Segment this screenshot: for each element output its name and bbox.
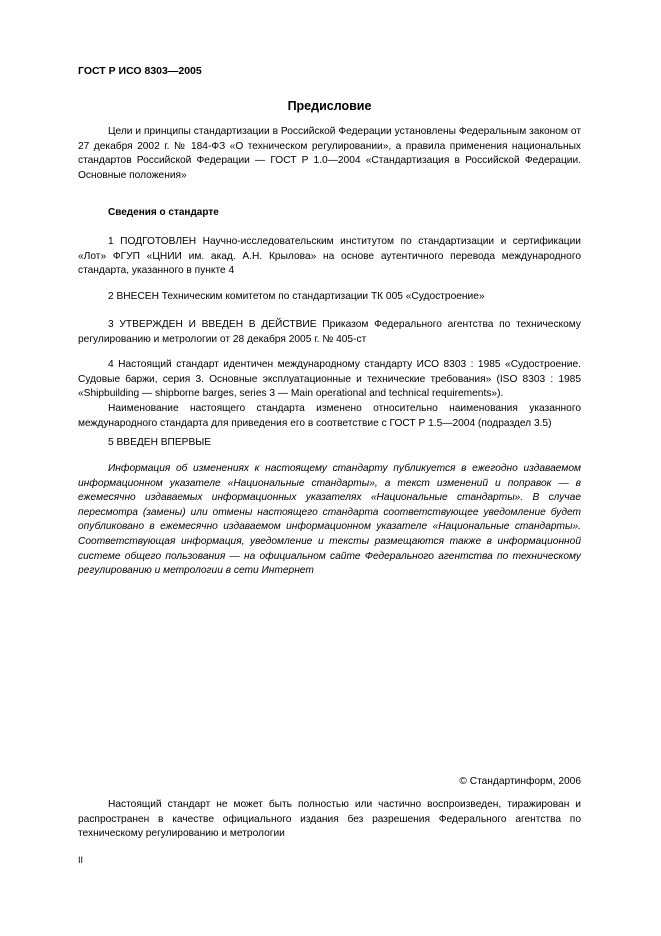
item-5: 5 ВВЕДЕН ВПЕРВЫЕ [108, 437, 212, 448]
page-title: Предисловие [287, 99, 372, 113]
copyright: © Стандартинформ, 2006 [459, 776, 581, 787]
info-heading: Сведения о стандарте [108, 207, 219, 218]
document-header: ГОСТ Р ИСО 8303—2005 [78, 65, 202, 77]
item-4: 4 Настоящий стандарт идентичен международному стандарту ИСО 8303 : 1985 «Судостроение. Судовые баржи, серия 3. Основные эксплуатационные и технические требования» (ISO 8303 : 1985 «Shipbuilding — shipborne barges, series 3 — Main operational and technical requirements»). [78, 359, 581, 400]
item-4-note: Наименование настоящего стандарта изменено относительно наименования указанного международного стандарта для приведения его в соответствие с ГОСТ Р 1.5—2004 (подраздел 3.5) [78, 403, 581, 429]
reproduction-notice: Настоящий стандарт не может быть полностью или частично воспроизведен, тиражирован и распространен в качестве официального издания без разрешения Федерального агентства по техническому регулированию и метрологии [78, 799, 581, 840]
item-1: 1 ПОДГОТОВЛЕН Научно-исследовательским институтом по стандартизации и сертификации «Лот» ФГУП «ЦНИИ им. акад. А.Н. Крылова» на основе аутентичного перевода международного стандарта, указанного в пункте 4 [78, 236, 581, 277]
item-3: 3 УТВЕРЖДЕН И ВВЕДЕН В ДЕЙСТВИЕ Приказом Федерального агентства по техническому регулированию и метрологии от 28 декабря 2005 г. № 405-ст [78, 319, 581, 345]
page-number: II [78, 855, 84, 865]
amendments-notice: Информация об изменениях к настоящему стандарту публикуется в ежегодно издаваемом информационном указателе «Национальные стандарты», а текст изменений и поправок — в ежемесячно издаваемых информационных указателях «Национальные стандарты». В случае пересмотра (замены) или отмены настоящего стандарта соответствующее уведомление будет опубликовано в ежемесячно издаваемом информационном указателе «Национальные стандарты». Соответствующая информация, уведомление и тексты размещаются также в информационной системе общего пользования — на официальном сайте Федерального агентства по техническому регулированию и метрологии в сети Интернет [78, 463, 581, 577]
item-2: 2 ВНЕСЕН Техническим комитетом по стандартизации ТК 005 «Судостроение» [108, 291, 485, 302]
intro-paragraph: Цели и принципы стандартизации в Российской Федерации установлены Федеральным законом от 27 декабря 2002 г. № 184-ФЗ «О техническом регулировании», а правила применения национальных стандартов Российской Федерации — ГОСТ Р 1.0—2004 «Стандартизация в Российской Федерации. Основные положения» [78, 126, 581, 181]
